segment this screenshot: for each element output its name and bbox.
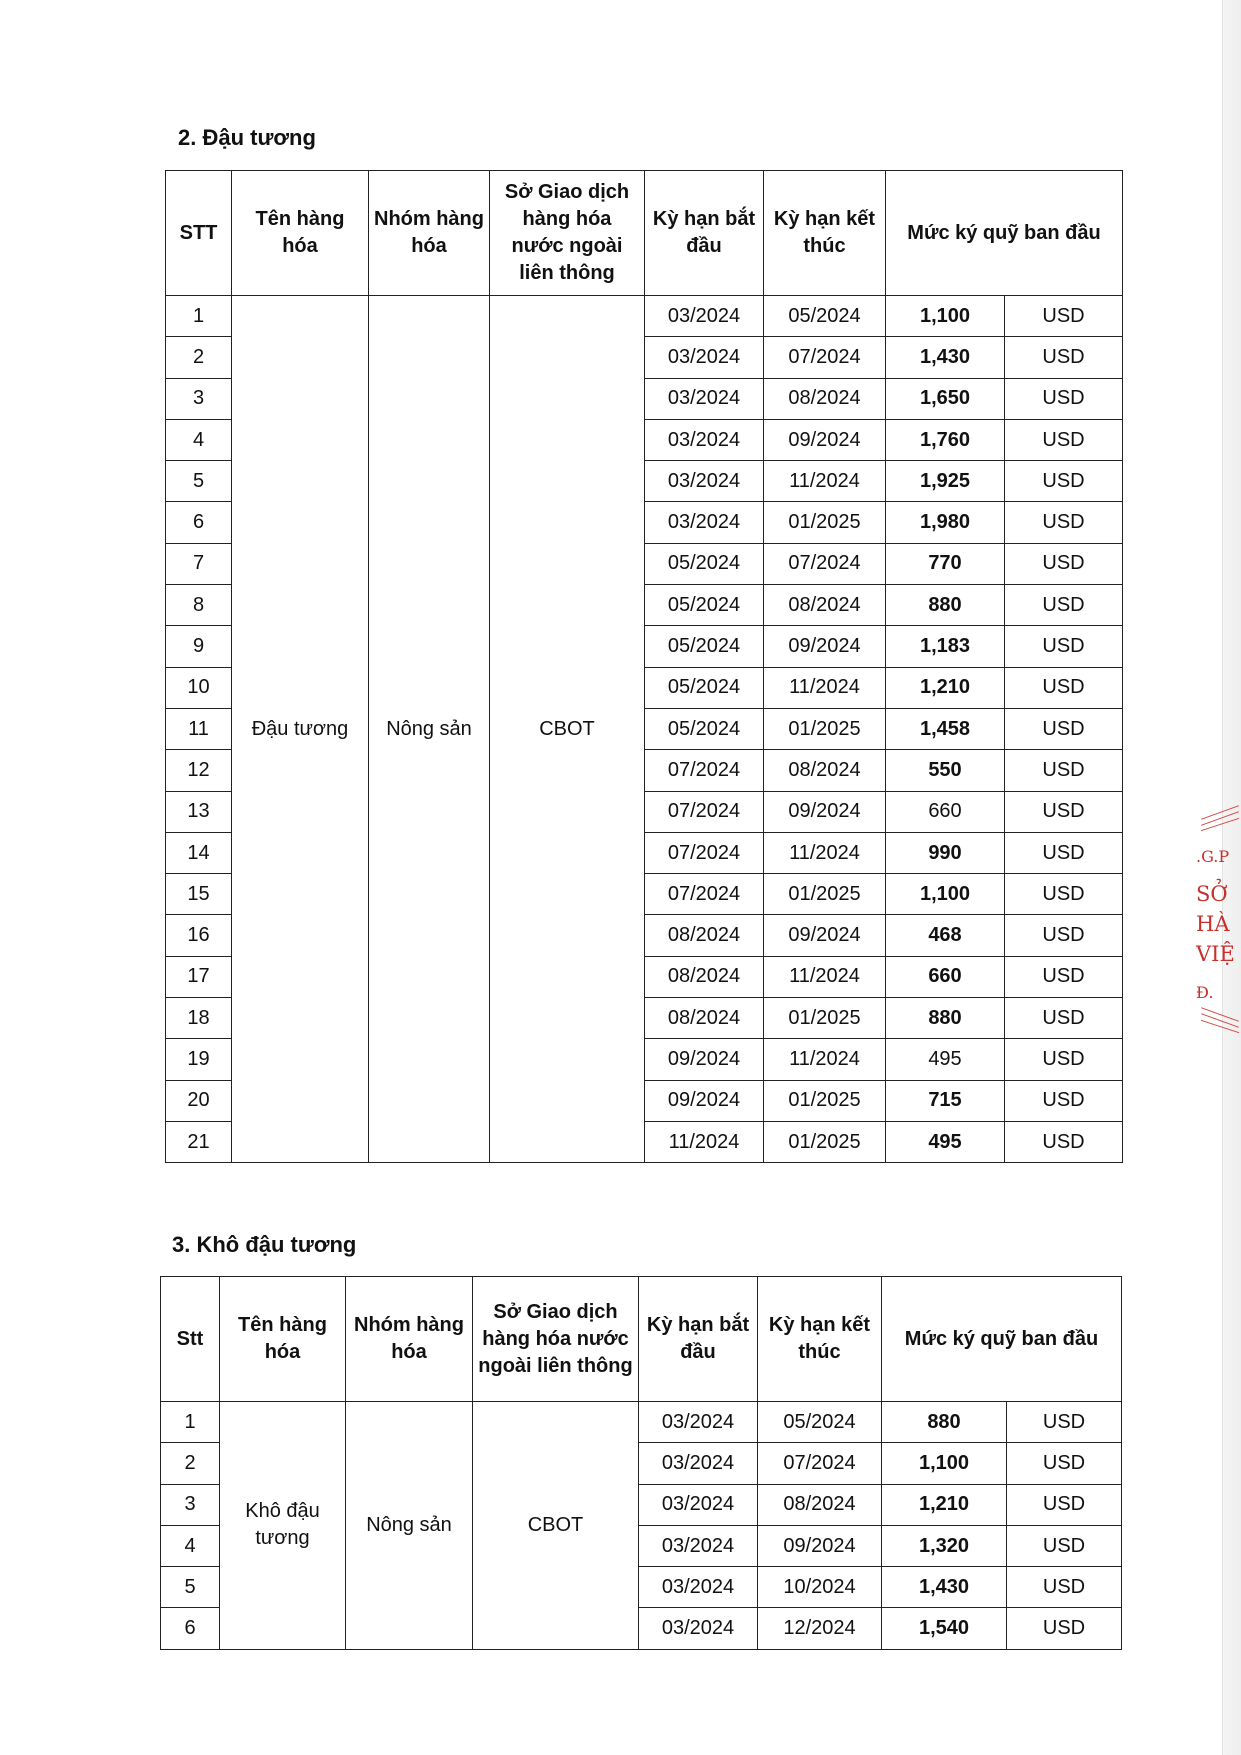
start-term-cell: 08/2024: [645, 956, 764, 997]
start-term-cell: 03/2024: [645, 337, 764, 378]
header-ky-han-bat-dau: Kỳ hạn bắt đầu: [639, 1277, 758, 1402]
margin-amount-cell: 880: [886, 585, 1005, 626]
header-stt: Stt: [161, 1277, 220, 1402]
stt-cell: 10: [166, 667, 232, 708]
end-term-cell: 09/2024: [764, 626, 886, 667]
section-title-kho-dau-tuong: 3. Khô đậu tương: [172, 1232, 357, 1257]
stt-cell: 6: [161, 1608, 220, 1649]
start-term-cell: 03/2024: [645, 419, 764, 460]
header-ky-han-ket-thuc: Kỳ hạn kết thúc: [764, 171, 886, 296]
header-muc-ky-quy: Mức ký quỹ ban đầu: [882, 1277, 1122, 1402]
currency-cell: USD: [1005, 585, 1123, 626]
start-term-cell: 03/2024: [639, 1608, 758, 1649]
margin-amount-cell: 1,458: [886, 708, 1005, 749]
stt-cell: 20: [166, 1080, 232, 1121]
end-term-cell: 09/2024: [764, 419, 886, 460]
currency-cell: USD: [1007, 1443, 1122, 1484]
end-term-cell: 09/2024: [758, 1525, 882, 1566]
table-row: [161, 1402, 1122, 1443]
end-term-cell: 12/2024: [758, 1608, 882, 1649]
header-nhom-hang-hoa: Nhóm hàng hóa: [369, 171, 490, 296]
stt-cell: 13: [166, 791, 232, 832]
stt-cell: 21: [166, 1121, 232, 1162]
currency-cell: USD: [1005, 502, 1123, 543]
stt-cell: 1: [161, 1402, 220, 1443]
header-ky-han-bat-dau: Kỳ hạn bắt đầu: [645, 171, 764, 296]
margin-amount-cell: 1,210: [886, 667, 1005, 708]
margin-amount-cell: 1,925: [886, 461, 1005, 502]
stamp-text: VIỆ: [1196, 942, 1235, 966]
end-term-cell: 01/2025: [764, 502, 886, 543]
start-term-cell: 03/2024: [639, 1443, 758, 1484]
margin-amount-cell: 660: [886, 956, 1005, 997]
end-term-cell: 08/2024: [764, 585, 886, 626]
start-term-cell: 05/2024: [645, 708, 764, 749]
header-nhom-hang-hoa: Nhóm hàng hóa: [346, 1277, 473, 1402]
exchange-cell: CBOT: [473, 1402, 639, 1650]
red-seal-stamp: [1192, 810, 1241, 1040]
header-ky-han-ket-thuc: Kỳ hạn kết thúc: [758, 1277, 882, 1402]
table-header-row: [166, 171, 1123, 296]
margin-amount-cell: 770: [886, 543, 1005, 584]
header-ten-hang-hoa: Tên hàng hóa: [220, 1277, 346, 1402]
start-term-cell: 05/2024: [645, 667, 764, 708]
currency-cell: USD: [1005, 1080, 1123, 1121]
currency-cell: USD: [1007, 1484, 1122, 1525]
commodity-group-cell: Nông sản: [346, 1402, 473, 1650]
start-term-cell: 08/2024: [645, 915, 764, 956]
stt-cell: 14: [166, 832, 232, 873]
currency-cell: USD: [1005, 1039, 1123, 1080]
table-header-row: [161, 1277, 1122, 1402]
end-term-cell: 01/2025: [764, 998, 886, 1039]
margin-amount-cell: 1,760: [886, 419, 1005, 460]
stt-cell: 19: [166, 1039, 232, 1080]
stamp-text: HÀ: [1196, 912, 1230, 936]
start-term-cell: 07/2024: [645, 750, 764, 791]
header-stt: STT: [166, 171, 232, 296]
stt-cell: 18: [166, 998, 232, 1039]
end-term-cell: 01/2025: [764, 1121, 886, 1162]
end-term-cell: 11/2024: [764, 461, 886, 502]
stamp-text: .G.P: [1196, 847, 1230, 866]
start-term-cell: 03/2024: [639, 1525, 758, 1566]
end-term-cell: 11/2024: [764, 956, 886, 997]
start-term-cell: 03/2024: [645, 502, 764, 543]
stt-cell: 12: [166, 750, 232, 791]
margin-amount-cell: 880: [882, 1402, 1007, 1443]
stamp-text: Đ.: [1196, 983, 1214, 1002]
start-term-cell: 07/2024: [645, 874, 764, 915]
start-term-cell: 05/2024: [645, 543, 764, 584]
margin-amount-cell: 1,100: [886, 296, 1005, 337]
stt-cell: 2: [161, 1443, 220, 1484]
currency-cell: USD: [1005, 791, 1123, 832]
stamp-text: SỞ: [1196, 882, 1228, 906]
start-term-cell: 03/2024: [639, 1484, 758, 1525]
currency-cell: USD: [1007, 1525, 1122, 1566]
margin-amount-cell: 1,540: [882, 1608, 1007, 1649]
end-term-cell: 09/2024: [764, 915, 886, 956]
currency-cell: USD: [1005, 543, 1123, 584]
end-term-cell: 05/2024: [764, 296, 886, 337]
margin-amount-cell: 550: [886, 750, 1005, 791]
stt-cell: 15: [166, 874, 232, 915]
commodity-group-cell: Nông sản: [369, 296, 490, 1163]
margin-amount-cell: 468: [886, 915, 1005, 956]
start-term-cell: 03/2024: [645, 461, 764, 502]
exchange-cell: CBOT: [490, 296, 645, 1163]
stt-cell: 3: [166, 378, 232, 419]
currency-cell: USD: [1005, 915, 1123, 956]
start-term-cell: 05/2024: [645, 585, 764, 626]
currency-cell: USD: [1007, 1608, 1122, 1649]
stt-cell: 6: [166, 502, 232, 543]
currency-cell: USD: [1007, 1567, 1122, 1608]
end-term-cell: 07/2024: [764, 543, 886, 584]
currency-cell: USD: [1007, 1402, 1122, 1443]
currency-cell: USD: [1005, 337, 1123, 378]
stt-cell: 16: [166, 915, 232, 956]
currency-cell: USD: [1005, 419, 1123, 460]
margin-amount-cell: 715: [886, 1080, 1005, 1121]
margin-amount-cell: 660: [886, 791, 1005, 832]
currency-cell: USD: [1005, 750, 1123, 791]
end-term-cell: 08/2024: [758, 1484, 882, 1525]
end-term-cell: 08/2024: [764, 378, 886, 419]
start-term-cell: 03/2024: [645, 296, 764, 337]
margin-amount-cell: 1,100: [882, 1443, 1007, 1484]
stt-cell: 7: [166, 543, 232, 584]
start-term-cell: 05/2024: [645, 626, 764, 667]
stt-cell: 9: [166, 626, 232, 667]
table-row: [166, 296, 1123, 337]
margin-amount-cell: 1,100: [886, 874, 1005, 915]
stt-cell: 3: [161, 1484, 220, 1525]
start-term-cell: 09/2024: [645, 1039, 764, 1080]
currency-cell: USD: [1005, 296, 1123, 337]
start-term-cell: 11/2024: [645, 1121, 764, 1162]
commodity-name-cell: Khô đậu tương: [220, 1402, 346, 1650]
margin-amount-cell: 1,183: [886, 626, 1005, 667]
header-ten-hang-hoa: Tên hàng hóa: [232, 171, 369, 296]
stt-cell: 2: [166, 337, 232, 378]
start-term-cell: 09/2024: [645, 1080, 764, 1121]
end-term-cell: 09/2024: [764, 791, 886, 832]
end-term-cell: 01/2025: [764, 708, 886, 749]
stt-cell: 5: [166, 461, 232, 502]
end-term-cell: 11/2024: [764, 1039, 886, 1080]
margin-amount-cell: 1,980: [886, 502, 1005, 543]
currency-cell: USD: [1005, 832, 1123, 873]
margin-table-kho-dau-tuong: [160, 1276, 1122, 1650]
currency-cell: USD: [1005, 667, 1123, 708]
currency-cell: USD: [1005, 998, 1123, 1039]
header-so-giao-dich: Sở Giao dịch hàng hóa nước ngoài liên thông: [490, 171, 645, 296]
currency-cell: USD: [1005, 708, 1123, 749]
margin-amount-cell: 1,320: [882, 1525, 1007, 1566]
start-term-cell: 07/2024: [645, 791, 764, 832]
margin-table-dau-tuong: [165, 170, 1123, 1163]
end-term-cell: 11/2024: [764, 832, 886, 873]
stt-cell: 4: [166, 419, 232, 460]
start-term-cell: 03/2024: [645, 378, 764, 419]
start-term-cell: 07/2024: [645, 832, 764, 873]
end-term-cell: 01/2025: [764, 1080, 886, 1121]
margin-amount-cell: 880: [886, 998, 1005, 1039]
header-muc-ky-quy: Mức ký quỹ ban đầu: [886, 171, 1123, 296]
stt-cell: 17: [166, 956, 232, 997]
end-term-cell: 05/2024: [758, 1402, 882, 1443]
currency-cell: USD: [1005, 956, 1123, 997]
section-title-dau-tuong: 2. Đậu tương: [178, 125, 316, 150]
currency-cell: USD: [1005, 626, 1123, 667]
margin-amount-cell: 1,650: [886, 378, 1005, 419]
stt-cell: 5: [161, 1567, 220, 1608]
margin-amount-cell: 1,430: [882, 1567, 1007, 1608]
stt-cell: 4: [161, 1525, 220, 1566]
stt-cell: 1: [166, 296, 232, 337]
start-term-cell: 08/2024: [645, 998, 764, 1039]
currency-cell: USD: [1005, 874, 1123, 915]
currency-cell: USD: [1005, 461, 1123, 502]
start-term-cell: 03/2024: [639, 1402, 758, 1443]
stt-cell: 11: [166, 708, 232, 749]
end-term-cell: 11/2024: [764, 667, 886, 708]
commodity-name-cell: Đậu tương: [232, 296, 369, 1163]
currency-cell: USD: [1005, 1121, 1123, 1162]
margin-amount-cell: 1,210: [882, 1484, 1007, 1525]
stt-cell: 8: [166, 585, 232, 626]
margin-amount-cell: 1,430: [886, 337, 1005, 378]
end-term-cell: 08/2024: [764, 750, 886, 791]
margin-amount-cell: 495: [886, 1039, 1005, 1080]
end-term-cell: 07/2024: [758, 1443, 882, 1484]
margin-amount-cell: 495: [886, 1121, 1005, 1162]
currency-cell: USD: [1005, 378, 1123, 419]
end-term-cell: 01/2025: [764, 874, 886, 915]
end-term-cell: 10/2024: [758, 1567, 882, 1608]
start-term-cell: 03/2024: [639, 1567, 758, 1608]
header-so-giao-dich: Sở Giao dịch hàng hóa nước ngoài liên thông: [473, 1277, 639, 1402]
margin-amount-cell: 990: [886, 832, 1005, 873]
end-term-cell: 07/2024: [764, 337, 886, 378]
